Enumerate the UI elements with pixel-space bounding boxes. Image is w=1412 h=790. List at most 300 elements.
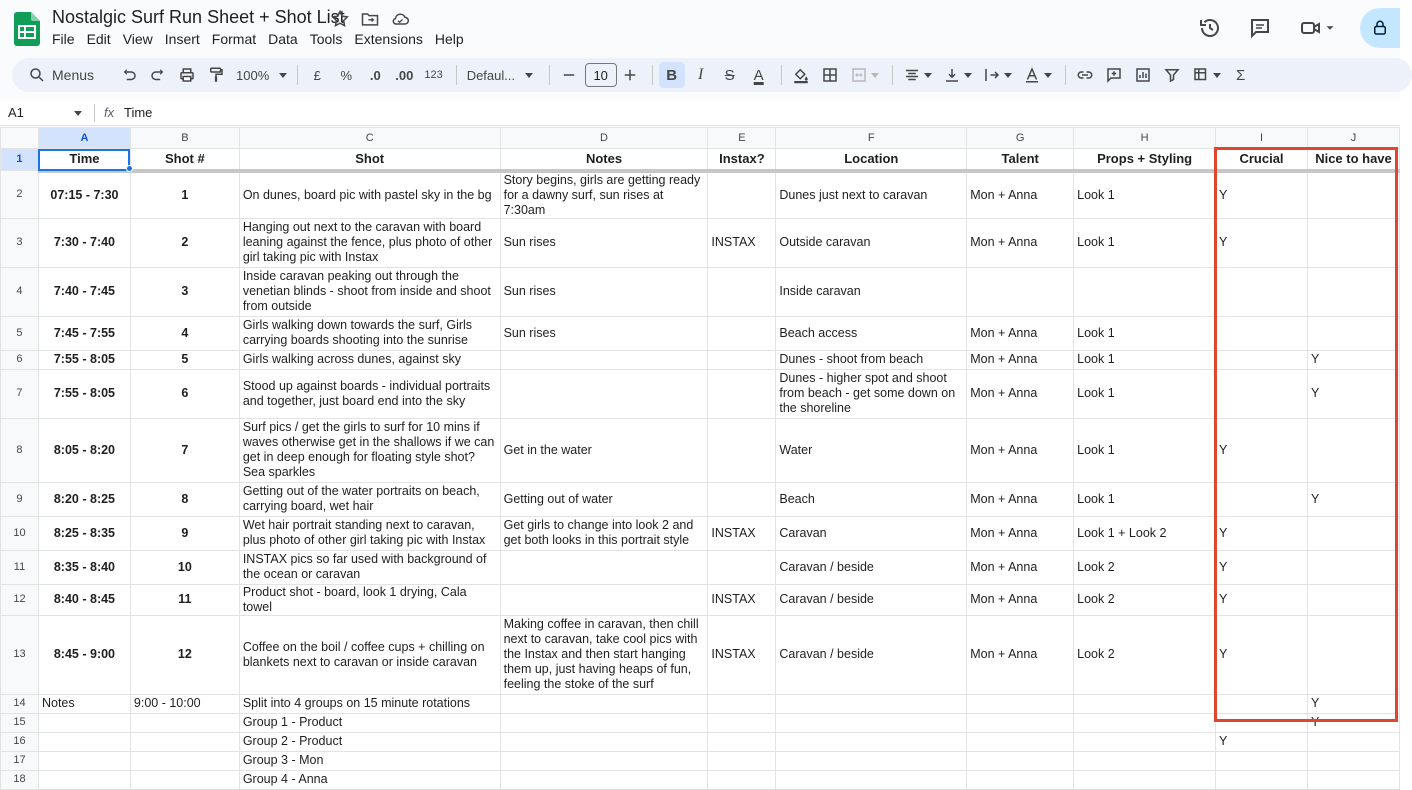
plus-icon xyxy=(621,66,639,84)
column-header[interactable]: H xyxy=(1074,128,1216,149)
cell-notes[interactable] xyxy=(500,732,708,751)
cell-notes[interactable] xyxy=(500,713,708,732)
cell-shot[interactable]: Group 1 - Product xyxy=(239,713,500,732)
cell-talent[interactable]: Mon + Anna xyxy=(967,171,1074,219)
cell-crucial[interactable] xyxy=(1216,350,1308,369)
font-size-input[interactable]: 10 xyxy=(585,63,617,87)
cell-props[interactable]: Look 2 xyxy=(1074,550,1216,584)
row-header[interactable]: 5 xyxy=(1,316,39,350)
fill-handle[interactable] xyxy=(126,165,133,172)
cell-shot-number[interactable]: 12 xyxy=(130,615,239,694)
header-cell-notes[interactable]: Notes xyxy=(500,149,708,171)
cell-props[interactable]: Look 1 xyxy=(1074,218,1216,267)
toolbar-divider xyxy=(456,65,457,85)
cell-shot-number[interactable]: 8 xyxy=(130,482,239,516)
percent-format-button[interactable]: % xyxy=(340,67,353,83)
cell-crucial[interactable]: Y xyxy=(1216,218,1308,267)
cell-nice-to-have[interactable]: Y xyxy=(1307,482,1399,516)
column-header-row xyxy=(1,128,1400,149)
insert-link-button[interactable] xyxy=(1072,62,1098,88)
cell-crucial[interactable] xyxy=(1216,316,1308,350)
table-row xyxy=(1,267,1400,316)
video-camera-icon xyxy=(1299,16,1323,40)
cell-crucial[interactable]: Y xyxy=(1216,516,1308,550)
cell-instax[interactable] xyxy=(708,550,776,584)
decrease-decimal-button[interactable]: .0 xyxy=(369,67,381,83)
cell-talent[interactable]: Mon + Anna xyxy=(967,615,1074,694)
document-title[interactable]: Nostalgic Surf Run Sheet + Shot List xyxy=(52,7,345,27)
row-header[interactable]: 8 xyxy=(1,418,39,482)
table-row xyxy=(1,516,1400,550)
cell-nice-to-have[interactable] xyxy=(1307,751,1399,770)
cell-nice-to-have[interactable] xyxy=(1307,550,1399,584)
row-header[interactable]: 2 xyxy=(1,171,39,219)
cell-shot[interactable]: Split into 4 groups on 15 minute rotations xyxy=(239,694,500,713)
cell-shot[interactable]: Girls walking across dunes, against sky xyxy=(239,350,500,369)
cell-crucial[interactable] xyxy=(1216,482,1308,516)
cell-shot[interactable]: Group 4 - Anna xyxy=(239,770,500,789)
cell-talent[interactable]: Mon + Anna xyxy=(967,482,1074,516)
table-row xyxy=(1,732,1400,751)
cell-shot-number[interactable] xyxy=(130,751,239,770)
cell-instax[interactable] xyxy=(708,316,776,350)
version-history-button[interactable] xyxy=(1188,11,1232,45)
row-header[interactable]: 14 xyxy=(1,694,39,713)
cell-location[interactable] xyxy=(776,751,967,770)
vertical-align-button[interactable] xyxy=(939,62,976,88)
spreadsheet-grid[interactable] xyxy=(0,127,1400,786)
cell-talent[interactable] xyxy=(967,732,1074,751)
search-icon xyxy=(28,66,46,84)
cell-location[interactable]: Dunes - higher spot and shoot from beach - get some down on the shoreline xyxy=(776,369,967,418)
cell-notes[interactable] xyxy=(500,694,708,713)
cell-shot[interactable]: Wet hair portrait standing next to caravan, plus photo of other girl taking pic with Instax xyxy=(239,516,500,550)
row-header[interactable]: 18 xyxy=(1,770,39,789)
table-row xyxy=(1,418,1400,482)
font-size-increase-button[interactable] xyxy=(617,62,643,88)
cell-time[interactable]: 7:45 - 7:55 xyxy=(38,316,130,350)
comments-button[interactable] xyxy=(1238,11,1282,45)
cell-shot-number[interactable]: 11 xyxy=(130,584,239,615)
chevron-down-icon xyxy=(871,73,879,78)
cell-shot-number[interactable]: 7 xyxy=(130,418,239,482)
cell-time[interactable]: 8:40 - 8:45 xyxy=(38,584,130,615)
undo-icon xyxy=(120,66,138,84)
cell-shot-number[interactable]: 9 xyxy=(130,516,239,550)
share-button[interactable] xyxy=(1360,8,1400,48)
cell-shot-number[interactable]: 4 xyxy=(130,316,239,350)
formula-input[interactable]: Time xyxy=(124,105,153,120)
more-formats-button[interactable]: 123 xyxy=(424,69,443,81)
cell-props[interactable] xyxy=(1074,713,1216,732)
cell-shot[interactable]: Coffee on the boil / coffee cups + chilling on blankets next to caravan or inside caravan xyxy=(239,615,500,694)
cell-notes[interactable]: Get in the water xyxy=(500,418,708,482)
column-header[interactable]: J xyxy=(1307,128,1399,149)
cell-location[interactable]: Caravan / beside xyxy=(776,550,967,584)
cell-shot[interactable]: Getting out of the water portraits on beach, carrying board, wet hair xyxy=(239,482,500,516)
cell-crucial[interactable] xyxy=(1216,369,1308,418)
cell-shot-number[interactable]: 9:00 - 10:00 xyxy=(130,694,239,713)
cell-shot[interactable]: Group 2 - Product xyxy=(239,732,500,751)
cell-shot[interactable]: Girls walking down towards the surf, Girls carrying boards shooting into the sunrise xyxy=(239,316,500,350)
cell-props[interactable]: Look 1 xyxy=(1074,316,1216,350)
cell-time[interactable]: Notes xyxy=(38,694,130,713)
cell-crucial[interactable] xyxy=(1216,267,1308,316)
cell-notes[interactable]: Story begins, girls are getting ready for a dawny surf, sun rises at 7:30am xyxy=(500,171,708,219)
insert-chart-button[interactable] xyxy=(1130,62,1156,88)
cell-crucial[interactable]: Y xyxy=(1216,615,1308,694)
search-menus[interactable] xyxy=(20,62,116,88)
cell-nice-to-have[interactable] xyxy=(1307,615,1399,694)
wrap-icon xyxy=(983,66,1001,84)
strikethrough-button[interactable]: S xyxy=(724,66,735,84)
borders-button[interactable] xyxy=(817,62,843,88)
title-bar xyxy=(0,0,1400,56)
paint-bucket-icon xyxy=(792,66,810,84)
header-cell-nice-to-have[interactable]: Nice to have xyxy=(1307,149,1399,171)
text-rotate-icon xyxy=(1023,66,1041,84)
cell-notes[interactable] xyxy=(500,369,708,418)
cell-location[interactable]: Caravan / beside xyxy=(776,615,967,694)
fill-color-button[interactable] xyxy=(788,62,814,88)
select-all-corner[interactable] xyxy=(1,128,39,149)
cell-shot-number[interactable]: 10 xyxy=(130,550,239,584)
cell-crucial[interactable]: Y xyxy=(1216,171,1308,219)
cell-time[interactable] xyxy=(38,770,130,789)
cell-nice-to-have[interactable] xyxy=(1307,584,1399,615)
cell-shot-number[interactable]: 3 xyxy=(130,267,239,316)
cell-time[interactable] xyxy=(38,751,130,770)
cell-talent[interactable]: Mon + Anna xyxy=(967,584,1074,615)
row-header[interactable]: 6 xyxy=(1,350,39,369)
toolbar xyxy=(12,58,1412,92)
text-rotation-button[interactable] xyxy=(1019,62,1056,88)
cell-shot-number[interactable]: 6 xyxy=(130,369,239,418)
cell-talent[interactable]: Mon + Anna xyxy=(967,418,1074,482)
menu-data[interactable]: Data xyxy=(268,31,298,47)
move-folder-icon[interactable] xyxy=(360,9,380,29)
header-cell-talent[interactable]: Talent xyxy=(967,149,1074,171)
cell-location[interactable]: Dunes just next to caravan xyxy=(776,171,967,219)
cell-nice-to-have[interactable] xyxy=(1307,516,1399,550)
cell-time[interactable]: 7:55 - 8:05 xyxy=(38,350,130,369)
toolbar-divider xyxy=(297,65,298,85)
cell-location[interactable]: Caravan xyxy=(776,516,967,550)
text-wrapping-button[interactable] xyxy=(979,62,1016,88)
cell-talent[interactable]: Mon + Anna xyxy=(967,516,1074,550)
row-header[interactable]: 3 xyxy=(1,218,39,267)
cell-crucial[interactable]: Y xyxy=(1216,732,1308,751)
cell-notes[interactable]: Get girls to change into look 2 and get both looks in this portrait style xyxy=(500,516,708,550)
cell-time[interactable]: 7:30 - 7:40 xyxy=(38,218,130,267)
cell-props[interactable] xyxy=(1074,267,1216,316)
cell-notes[interactable]: Making coffee in caravan, then chill next to caravan, take cool pics with the Instax and then start hanging them up, just having heaps of fun, feeling the stoke of the surf xyxy=(500,615,708,694)
cell-notes[interactable] xyxy=(500,770,708,789)
paint-format-button[interactable] xyxy=(203,62,229,88)
cell-talent[interactable] xyxy=(967,713,1074,732)
table-row xyxy=(1,770,1400,789)
row-header[interactable]: 17 xyxy=(1,751,39,770)
cell-location[interactable]: Beach xyxy=(776,482,967,516)
name-box[interactable]: A1 xyxy=(8,105,24,120)
cell-nice-to-have[interactable] xyxy=(1307,171,1399,219)
cell-time[interactable]: 07:15 - 7:30 xyxy=(38,171,130,219)
cell-crucial[interactable]: Y xyxy=(1216,584,1308,615)
formula-bar xyxy=(0,100,1400,126)
cell-location[interactable]: Dunes - shoot from beach xyxy=(776,350,967,369)
cell-notes[interactable]: Getting out of water xyxy=(500,482,708,516)
cell-crucial[interactable] xyxy=(1216,770,1308,789)
cell-shot-number[interactable] xyxy=(130,713,239,732)
cell-talent[interactable] xyxy=(967,694,1074,713)
insert-comment-button[interactable] xyxy=(1101,62,1127,88)
menu-insert[interactable]: Insert xyxy=(164,31,200,47)
cell-time[interactable] xyxy=(38,713,130,732)
cell-nice-to-have[interactable]: Y xyxy=(1307,369,1399,418)
table-row xyxy=(1,316,1400,350)
cell-instax[interactable] xyxy=(708,770,776,789)
cell-notes[interactable]: Sun rises xyxy=(500,218,708,267)
header-cell-crucial[interactable]: Crucial xyxy=(1216,149,1308,171)
cell-nice-to-have[interactable] xyxy=(1307,418,1399,482)
row-header[interactable]: 1 xyxy=(1,149,39,171)
toolbar-divider xyxy=(892,65,893,85)
table-view-icon xyxy=(1192,66,1210,84)
cell-notes[interactable] xyxy=(500,350,708,369)
cell-shot[interactable]: INSTAX pics so far used with background of the ocean or caravan xyxy=(239,550,500,584)
zoom-select[interactable] xyxy=(232,68,291,83)
cell-time[interactable] xyxy=(38,732,130,751)
cell-instax[interactable] xyxy=(708,267,776,316)
filter-views-button[interactable] xyxy=(1188,62,1225,88)
cell-time[interactable]: 8:20 - 8:25 xyxy=(38,482,130,516)
meet-button[interactable] xyxy=(1288,11,1348,45)
cell-talent[interactable]: Mon + Anna xyxy=(967,550,1074,584)
cell-shot-number[interactable]: 1 xyxy=(130,171,239,219)
chevron-down-icon xyxy=(1323,21,1337,35)
column-header[interactable]: A xyxy=(38,128,130,149)
cell-props[interactable]: Look 1 xyxy=(1074,171,1216,219)
cell-shot[interactable]: Surf pics / get the girls to surf for 10 mins if waves otherwise get in the shallows if we can get in deep enough for floating style shot? Sea sparkles xyxy=(239,418,500,482)
cell-notes[interactable]: Sun rises xyxy=(500,267,708,316)
cell-time[interactable]: 8:05 - 8:20 xyxy=(38,418,130,482)
chevron-down-icon[interactable] xyxy=(74,111,82,116)
cell-time[interactable]: 8:45 - 9:00 xyxy=(38,615,130,694)
cell-instax[interactable]: INSTAX xyxy=(708,615,776,694)
cell-talent[interactable]: Mon + Anna xyxy=(967,350,1074,369)
italic-button[interactable]: I xyxy=(698,66,704,83)
functions-button[interactable]: Σ xyxy=(1236,66,1246,84)
row-header[interactable]: 7 xyxy=(1,369,39,418)
chevron-down-icon xyxy=(279,73,287,78)
cell-nice-to-have[interactable] xyxy=(1307,218,1399,267)
increase-decimal-button[interactable]: .00 xyxy=(395,67,414,83)
font-size-decrease-button[interactable] xyxy=(556,62,582,88)
cell-shot[interactable]: Stood up against boards - individual portraits and together, just board end into the sky xyxy=(239,369,500,418)
cell-talent[interactable]: Mon + Anna xyxy=(967,218,1074,267)
cell-props[interactable]: Look 1 + Look 2 xyxy=(1074,516,1216,550)
cell-crucial[interactable] xyxy=(1216,694,1308,713)
font-select[interactable] xyxy=(463,68,543,83)
cell-shot[interactable]: Inside caravan peaking out through the venetian blinds - shoot from inside and shoot from outside xyxy=(239,267,500,316)
row-header[interactable]: 4 xyxy=(1,267,39,316)
cell-props[interactable] xyxy=(1074,751,1216,770)
cell-props[interactable]: Look 1 xyxy=(1074,482,1216,516)
cell-location[interactable]: Beach access xyxy=(776,316,967,350)
column-header[interactable]: E xyxy=(708,128,776,149)
cell-props[interactable] xyxy=(1074,732,1216,751)
menu-edit[interactable]: Edit xyxy=(86,31,111,47)
header-cell-time[interactable]: Time xyxy=(38,149,130,171)
table-row xyxy=(1,694,1400,713)
undo-button[interactable] xyxy=(116,62,142,88)
cell-shot[interactable]: On dunes, board pic with pastel sky in the bg xyxy=(239,171,500,219)
toolbar-divider xyxy=(781,65,782,85)
cell-instax[interactable]: INSTAX xyxy=(708,584,776,615)
cell-shot-number[interactable] xyxy=(130,770,239,789)
bold-button[interactable]: B xyxy=(659,62,685,88)
cell-props[interactable] xyxy=(1074,770,1216,789)
cell-instax[interactable]: INSTAX xyxy=(708,516,776,550)
filter-button[interactable] xyxy=(1159,62,1185,88)
cell-props[interactable]: Look 2 xyxy=(1074,615,1216,694)
cell-time[interactable]: 7:40 - 7:45 xyxy=(38,267,130,316)
column-header[interactable]: G xyxy=(967,128,1074,149)
header-cell-instax[interactable]: Instax? xyxy=(708,149,776,171)
cell-crucial[interactable]: Y xyxy=(1216,550,1308,584)
column-header[interactable]: C xyxy=(239,128,500,149)
cell-notes[interactable]: Sun rises xyxy=(500,316,708,350)
lock-icon xyxy=(1371,19,1389,37)
cell-props[interactable] xyxy=(1074,694,1216,713)
horizontal-align-button[interactable] xyxy=(899,62,936,88)
cell-instax[interactable] xyxy=(708,171,776,219)
redo-button[interactable] xyxy=(145,62,171,88)
table-row xyxy=(1,171,1400,219)
cell-shot-number[interactable] xyxy=(130,732,239,751)
row-header[interactable]: 10 xyxy=(1,516,39,550)
cell-talent[interactable]: Mon + Anna xyxy=(967,369,1074,418)
cell-talent[interactable] xyxy=(967,267,1074,316)
cell-props[interactable]: Look 2 xyxy=(1074,584,1216,615)
cell-nice-to-have[interactable]: Y xyxy=(1307,350,1399,369)
cell-crucial[interactable] xyxy=(1216,713,1308,732)
cell-props[interactable]: Look 1 xyxy=(1074,350,1216,369)
header-cell-shot[interactable]: Shot xyxy=(239,149,500,171)
chevron-down-icon xyxy=(1213,73,1221,78)
cell-instax[interactable] xyxy=(708,418,776,482)
cell-shot[interactable]: Hanging out next to the caravan with board leaning against the fence, plus photo of other girl taking pic with Instax xyxy=(239,218,500,267)
header-cell-props[interactable]: Props + Styling xyxy=(1074,149,1216,171)
row-header[interactable]: 11 xyxy=(1,550,39,584)
menu-file[interactable]: File xyxy=(52,31,75,47)
cell-time[interactable]: 8:25 - 8:35 xyxy=(38,516,130,550)
cell-location[interactable] xyxy=(776,732,967,751)
cell-notes[interactable] xyxy=(500,550,708,584)
sheets-logo-icon[interactable] xyxy=(14,12,40,46)
history-icon xyxy=(1198,16,1222,40)
cell-shot[interactable]: Product shot - board, look 1 drying, Cala towel xyxy=(239,584,500,615)
cell-nice-to-have[interactable]: Y xyxy=(1307,713,1399,732)
cell-instax[interactable] xyxy=(708,694,776,713)
star-icon[interactable] xyxy=(330,9,350,29)
row-header[interactable]: 9 xyxy=(1,482,39,516)
cell-location[interactable]: Caravan / beside xyxy=(776,584,967,615)
toolbar-divider xyxy=(1065,65,1066,85)
cell-notes[interactable] xyxy=(500,751,708,770)
cell-time[interactable]: 7:55 - 8:05 xyxy=(38,369,130,418)
cell-props[interactable]: Look 1 xyxy=(1074,369,1216,418)
cell-crucial[interactable] xyxy=(1216,751,1308,770)
cell-location[interactable]: Water xyxy=(776,418,967,482)
cell-nice-to-have[interactable] xyxy=(1307,267,1399,316)
cell-location[interactable] xyxy=(776,770,967,789)
text-color-button[interactable]: A xyxy=(753,66,764,84)
cell-location[interactable]: Inside caravan xyxy=(776,267,967,316)
cell-shot-number[interactable]: 5 xyxy=(130,350,239,369)
sheet-table xyxy=(0,127,1400,790)
cell-talent[interactable]: Mon + Anna xyxy=(967,316,1074,350)
row-header[interactable]: 15 xyxy=(1,713,39,732)
cell-shot-number[interactable]: 2 xyxy=(130,218,239,267)
menu-help[interactable]: Help xyxy=(434,31,464,47)
cell-shot[interactable]: Group 3 - Mon xyxy=(239,751,500,770)
row-header[interactable]: 12 xyxy=(1,584,39,615)
currency-format-button[interactable]: £ xyxy=(313,67,321,83)
row-header[interactable]: 13 xyxy=(1,615,39,694)
cell-crucial[interactable]: Y xyxy=(1216,418,1308,482)
cell-notes[interactable] xyxy=(500,584,708,615)
cell-location[interactable]: Outside caravan xyxy=(776,218,967,267)
table-row xyxy=(1,751,1400,770)
column-header[interactable]: B xyxy=(130,128,239,149)
cell-nice-to-have[interactable] xyxy=(1307,770,1399,789)
cell-nice-to-have[interactable] xyxy=(1307,316,1399,350)
menu-tools[interactable]: Tools xyxy=(309,31,343,47)
cell-talent[interactable] xyxy=(967,751,1074,770)
cell-instax[interactable] xyxy=(708,713,776,732)
print-button[interactable] xyxy=(174,62,200,88)
column-header[interactable]: I xyxy=(1216,128,1308,149)
cell-instax[interactable] xyxy=(708,751,776,770)
cell-location[interactable] xyxy=(776,694,967,713)
cloud-status-icon[interactable] xyxy=(390,9,410,29)
header-cell-shot-number[interactable]: Shot # xyxy=(130,149,239,171)
cell-nice-to-have[interactable]: Y xyxy=(1307,694,1399,713)
row-header[interactable]: 16 xyxy=(1,732,39,751)
cell-nice-to-have[interactable] xyxy=(1307,732,1399,751)
menu-format[interactable]: Format xyxy=(211,31,257,47)
cell-location[interactable] xyxy=(776,713,967,732)
cell-instax[interactable] xyxy=(708,732,776,751)
merge-cells-button[interactable] xyxy=(846,62,883,88)
chevron-down-icon xyxy=(924,73,932,78)
menu-extensions[interactable]: Extensions xyxy=(354,31,423,47)
table-row xyxy=(1,482,1400,516)
cell-instax[interactable] xyxy=(708,369,776,418)
header-cell-location[interactable]: Location xyxy=(776,149,967,171)
cell-instax[interactable]: INSTAX xyxy=(708,218,776,267)
cell-instax[interactable] xyxy=(708,482,776,516)
cell-talent[interactable] xyxy=(967,770,1074,789)
cell-props[interactable]: Look 1 xyxy=(1074,418,1216,482)
menu-view[interactable]: View xyxy=(122,31,153,47)
column-header[interactable]: D xyxy=(500,128,708,149)
cell-instax[interactable] xyxy=(708,350,776,369)
cell-time[interactable]: 8:35 - 8:40 xyxy=(38,550,130,584)
column-header[interactable]: F xyxy=(776,128,967,149)
link-icon xyxy=(1076,66,1094,84)
